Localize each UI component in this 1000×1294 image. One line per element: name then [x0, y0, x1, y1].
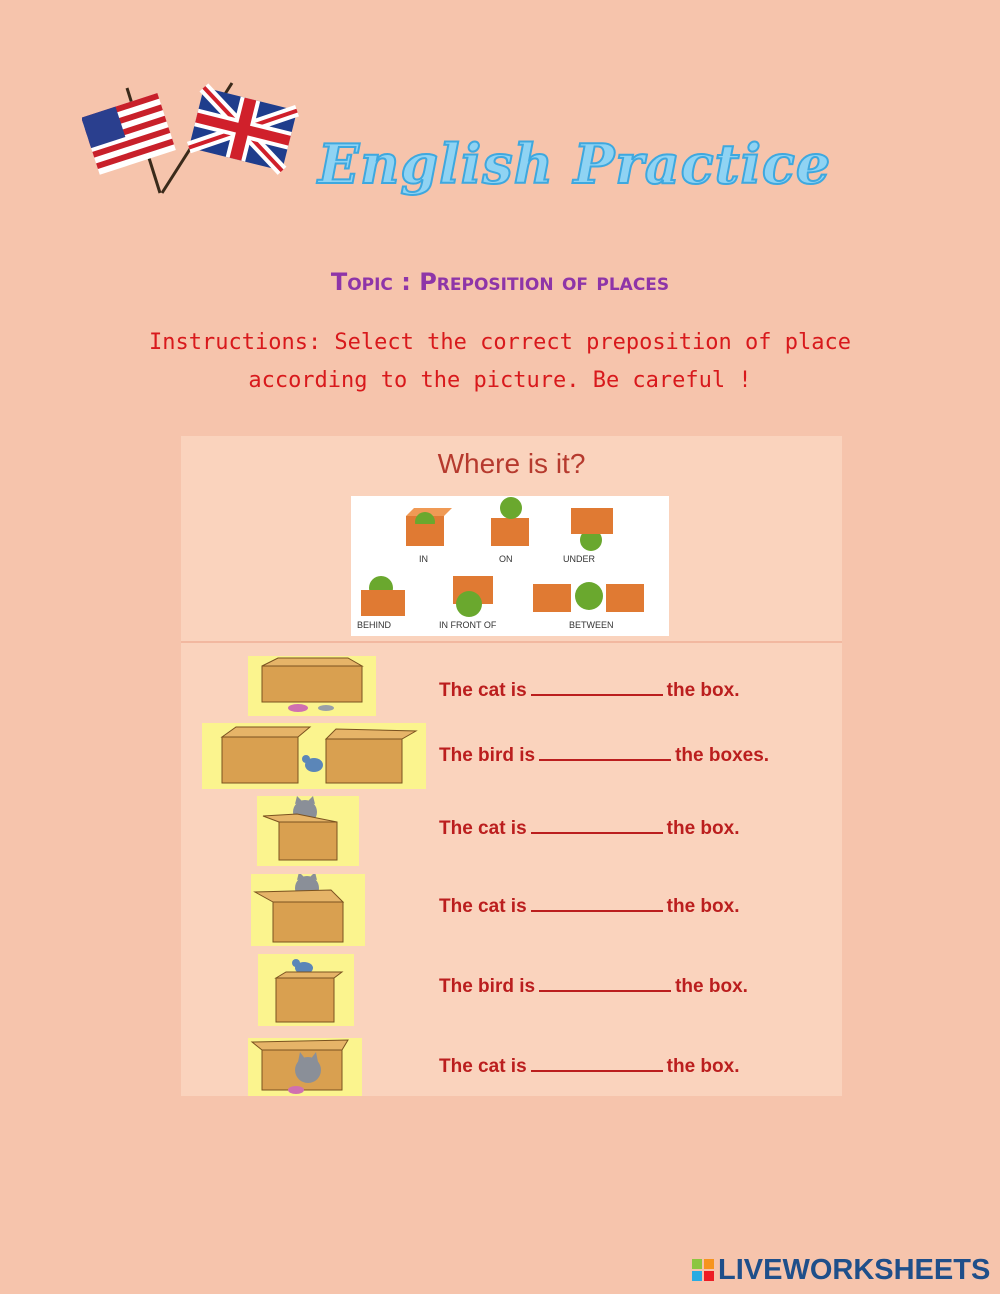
answer-blank-1[interactable]	[531, 680, 663, 696]
panel-divider	[181, 641, 842, 643]
cat-in-box-picture	[257, 796, 359, 866]
answer-blank-5[interactable]	[539, 976, 671, 992]
legend-on-illustration	[491, 497, 529, 546]
legend-label-in: IN	[419, 554, 428, 564]
answer-blank-3[interactable]	[531, 818, 663, 834]
question-sentence-4	[439, 896, 740, 918]
question-sentence-5	[439, 976, 748, 998]
topic-heading: Topic : Preposition of places	[330, 268, 670, 296]
preposition-legend-image	[351, 496, 669, 636]
liveworksheets-logo-icon	[692, 1259, 714, 1281]
instructions-line-2: according to the picture. Be careful !	[248, 368, 752, 393]
question-sentence-6	[439, 1056, 740, 1078]
sentence-start: The cat is	[439, 680, 527, 701]
sentence-end: the box.	[666, 680, 740, 701]
question-row-5	[181, 954, 842, 1020]
legend-label-between: BETWEEN	[569, 620, 614, 630]
bird-between-boxes-picture	[202, 723, 426, 789]
sentence-end: the box.	[666, 1056, 740, 1077]
sentence-start: The cat is	[439, 818, 527, 839]
legend-in-front-of-illustration	[453, 576, 493, 617]
legend-between-illustration	[533, 582, 644, 612]
page-title: English Practice	[318, 132, 832, 196]
legend-in-illustration	[406, 508, 452, 546]
liveworksheets-logo[interactable]	[692, 1254, 990, 1287]
question-row-4	[181, 874, 842, 940]
legend-behind-illustration	[361, 576, 405, 616]
question-row-1	[181, 656, 842, 722]
question-row-6	[181, 1036, 842, 1102]
cat-behind-box-picture	[251, 874, 365, 946]
cat-under-box-picture	[248, 656, 376, 716]
instructions-line-1: Instructions: Select the correct preposition of place	[149, 330, 851, 355]
sentence-start: The cat is	[439, 1056, 527, 1077]
legend-label-in-front-of: IN FRONT OF	[439, 620, 497, 630]
bird-on-box-picture	[258, 954, 354, 1026]
sentence-end: the box.	[675, 976, 748, 997]
legend-label-on: ON	[499, 554, 513, 564]
sentence-start: The cat is	[439, 896, 527, 917]
sentence-end: the box.	[666, 896, 740, 917]
question-row-3	[181, 796, 842, 862]
sentence-end: the box.	[666, 818, 740, 839]
answer-blank-6[interactable]	[531, 1056, 663, 1072]
instructions	[140, 324, 860, 400]
question-sentence-1	[439, 680, 740, 702]
sentence-end: the boxes.	[675, 745, 770, 766]
answer-blank-4[interactable]	[531, 896, 663, 912]
logo-text: LIVEWORKSHEETS	[718, 1254, 991, 1286]
question-row-2	[181, 723, 842, 789]
cat-in-front-of-box-picture	[248, 1038, 362, 1096]
legend-label-behind: BEHIND	[357, 620, 392, 630]
sentence-start: The bird is	[439, 976, 536, 997]
answer-blank-2[interactable]	[539, 745, 671, 761]
panel-heading: Where is it?	[437, 448, 586, 479]
question-sentence-3	[439, 818, 740, 840]
legend-label-under: UNDER	[563, 554, 596, 564]
question-sentence-2	[439, 745, 769, 767]
legend-under-illustration	[571, 508, 613, 551]
worksheet-panel	[181, 436, 842, 1096]
sentence-start: The bird is	[439, 745, 536, 766]
usa-uk-flags-icon	[82, 78, 302, 208]
